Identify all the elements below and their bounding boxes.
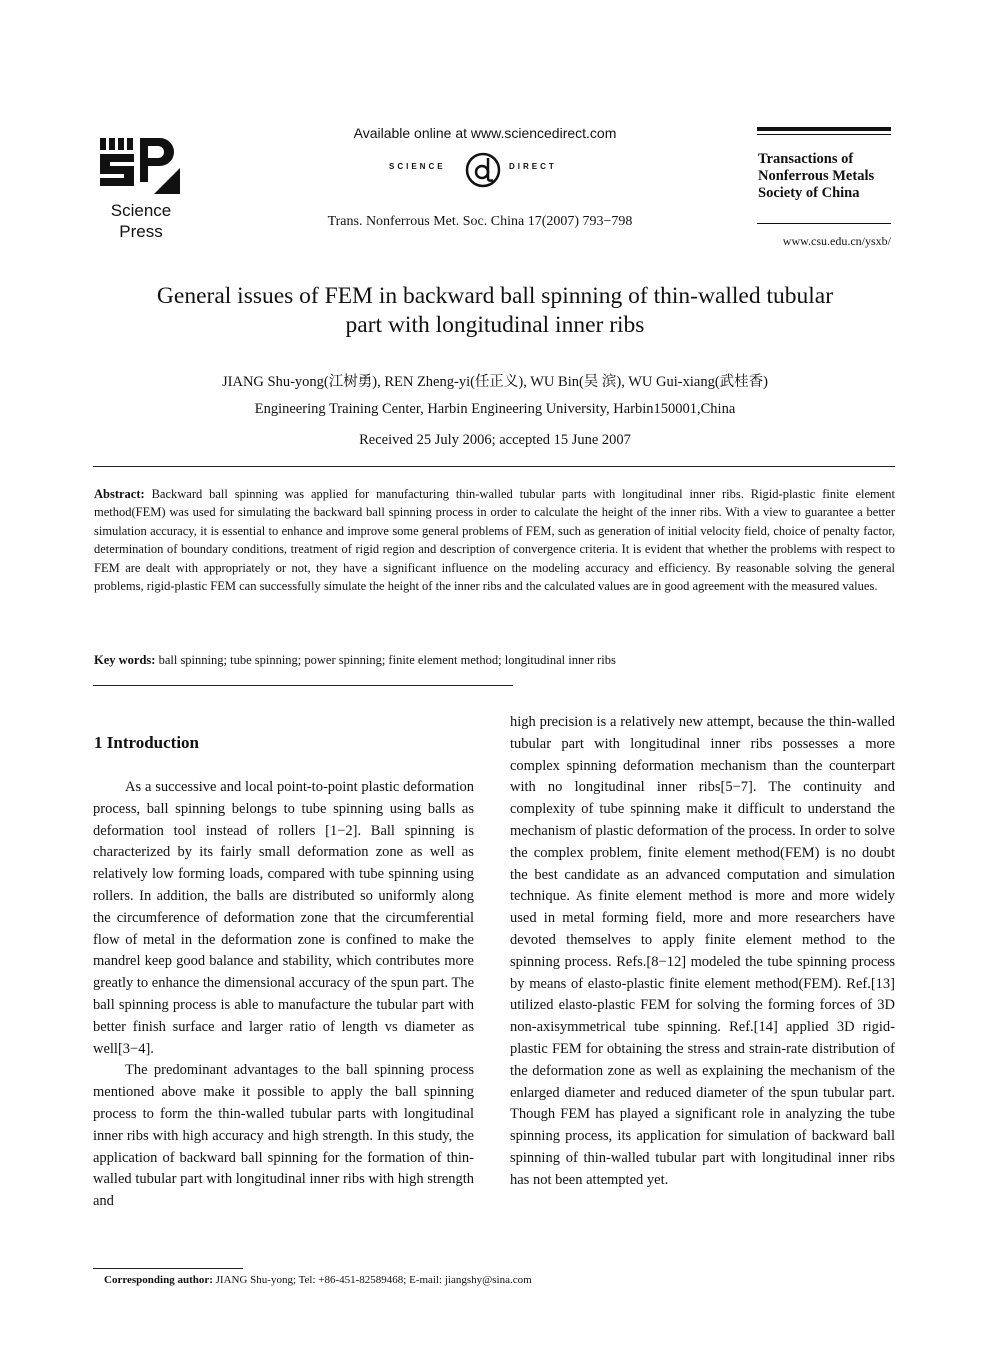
footnote-text: JIANG Shu-yong; Tel: +86-451-82589468; E-mail: jiangshy@sina.com <box>215 1274 532 1286</box>
footnote-rule <box>93 1268 243 1269</box>
sciencedirect-left-word: SCIENCE <box>389 162 446 171</box>
section-heading-introduction: 1 Introduction <box>94 733 200 752</box>
abstract <box>94 485 895 595</box>
keywords-label: Key words: <box>94 653 156 667</box>
footnote <box>104 1274 894 1286</box>
available-online-text: Available online at www.sciencedirect.com <box>353 125 617 141</box>
journal-rule-bottom <box>757 223 891 224</box>
affiliation: Engineering Training Center, Harbin Engineering University, Harbin150001,China <box>254 401 736 417</box>
keywords-text: ball spinning; tube spinning; power spinning; finite element method; longitudinal inner ribs <box>158 653 616 667</box>
science-press-logo-icon <box>96 136 186 200</box>
sciencedirect-logo <box>375 148 595 190</box>
sciencedirect-right-word: DIRECT <box>509 162 557 171</box>
abstract-top-rule <box>93 466 895 467</box>
journal-name: Transactions of Nonferrous Metals Society of China <box>758 151 875 201</box>
abstract-bottom-rule <box>93 685 513 686</box>
journal-url: www.csu.edu.cn/ysxb/ <box>782 234 891 248</box>
body-paragraph: high precision is a relatively new attempt, because the thin-walled tubular part with longitudinal inner ribs possesses a more complex spinning deformation mechanism than the counterpart with no longitudinal inner ribs[5−7]. The continuity and complexity of tube spinning make it difficult to understand the mechanism of plastic deformation of the process. In order to solve the complex problem, finite element method(FEM) is no doubt the best candidate as an advanced computation and simulation technique. As finite element method is more and more widely used in metal forming field, more and more researchers have devoted themselves to apply finite element method to the spinning process. Refs.[8−12] modeled the tube spinning process by means of elasto-plastic finite element method(FEM). Ref.[13] utilized elasto-plastic FEM for solving the forming forces of 3D non-axisymmetrical tube spinning. Ref.[14] applied 3D rigid-plastic FEM for obtaining the stress and strain-rate distribution of the deformation zone as well as explaining the mechanism of the enlarged diameter and reduced diameter of the spun tubular part. Though FEM has played a significant role in analyzing the tube spinning process, its application for simulation of backward ball spinning of thin-walled tubular part with longitudinal inner ribs has not been attempted yet. <box>510 714 895 1188</box>
publisher-name: Science Press <box>110 201 172 241</box>
received-dates: Received 25 July 2006; accepted 15 June 2007 <box>359 432 631 448</box>
journal-rule-thick <box>757 127 891 131</box>
journal-citation: Trans. Nonferrous Met. Soc. China 17(2007) 793−798 <box>327 214 633 229</box>
author-list: JIANG Shu-yong(江树勇), REN Zheng-yi(任正义), WU Bin(吴 滨), WU Gui-xiang(武桂香) <box>222 374 768 390</box>
abstract-text: Backward ball spinning was applied for manufacturing thin-walled tubular parts with longitudinal inner ribs. Rigid-plastic finite element method(FEM) was used for simulating the backward ball spinning process in order to calculate the height of the inner ribs. With a view to guarantee a better simulation accuracy, it is essential to enhance and improve some general problems of FEM, such as generation of initial velocity field, choice of penalty factor, determination of boundary conditions, treatment of rigid region and description of convergence criteria. It is evident that whether the problems with respect to FEM are dealt with appropriately or not, they have a significant influence on the modeling accuracy and efficiency. By reasonable solving the general problems, rigid-plastic FEM can successfully simulate the height of the inner ribs and the calculated values are in good agreement with the measured values. <box>94 487 896 594</box>
article-title: General issues of FEM in backward ball spinning of thin-walled tubular part with longitudinal inner ribs <box>156 283 834 338</box>
body-paragraph: As a successive and local point-to-point plastic deformation process, ball spinning belongs to tube spinning using balls as deformation tool instead of rollers [1−2]. Ball spinning is characterized by its fairly small deformation zone as well as relatively low forming loads, compared with tube spinning using rollers. In addition, the balls are distributed so uniformly along the circumference of deformation zone that the circumferential flow of metal in the deformation zone is confined to make the mandrel keep good balance and stability, which contributes more greatly to enhance the dimensional accuracy of the spun part. The ball spinning process is able to manufacture the tubular part with better finish surface and larger ratio of length vs diameter as well[3−4]. <box>93 779 475 1057</box>
publisher-logo <box>96 136 192 241</box>
body-paragraph: The predominant advantages to the ball spinning process mentioned above make it possible to apply the ball spinning process to form the thin-walled tubular parts with longitudinal inner ribs with high accuracy and high strength. In this study, the application of backward ball spinning for the formation of thin-walled tubular part with longitudinal inner ribs with high strength and <box>93 1062 474 1210</box>
left-column <box>93 777 474 1213</box>
keywords <box>94 653 895 668</box>
abstract-label: Abstract: <box>94 487 145 501</box>
journal-rule-thin <box>757 134 891 135</box>
footnote-label: Corresponding author: <box>104 1274 213 1286</box>
right-column <box>510 712 895 1192</box>
at-sign-icon <box>463 150 503 190</box>
